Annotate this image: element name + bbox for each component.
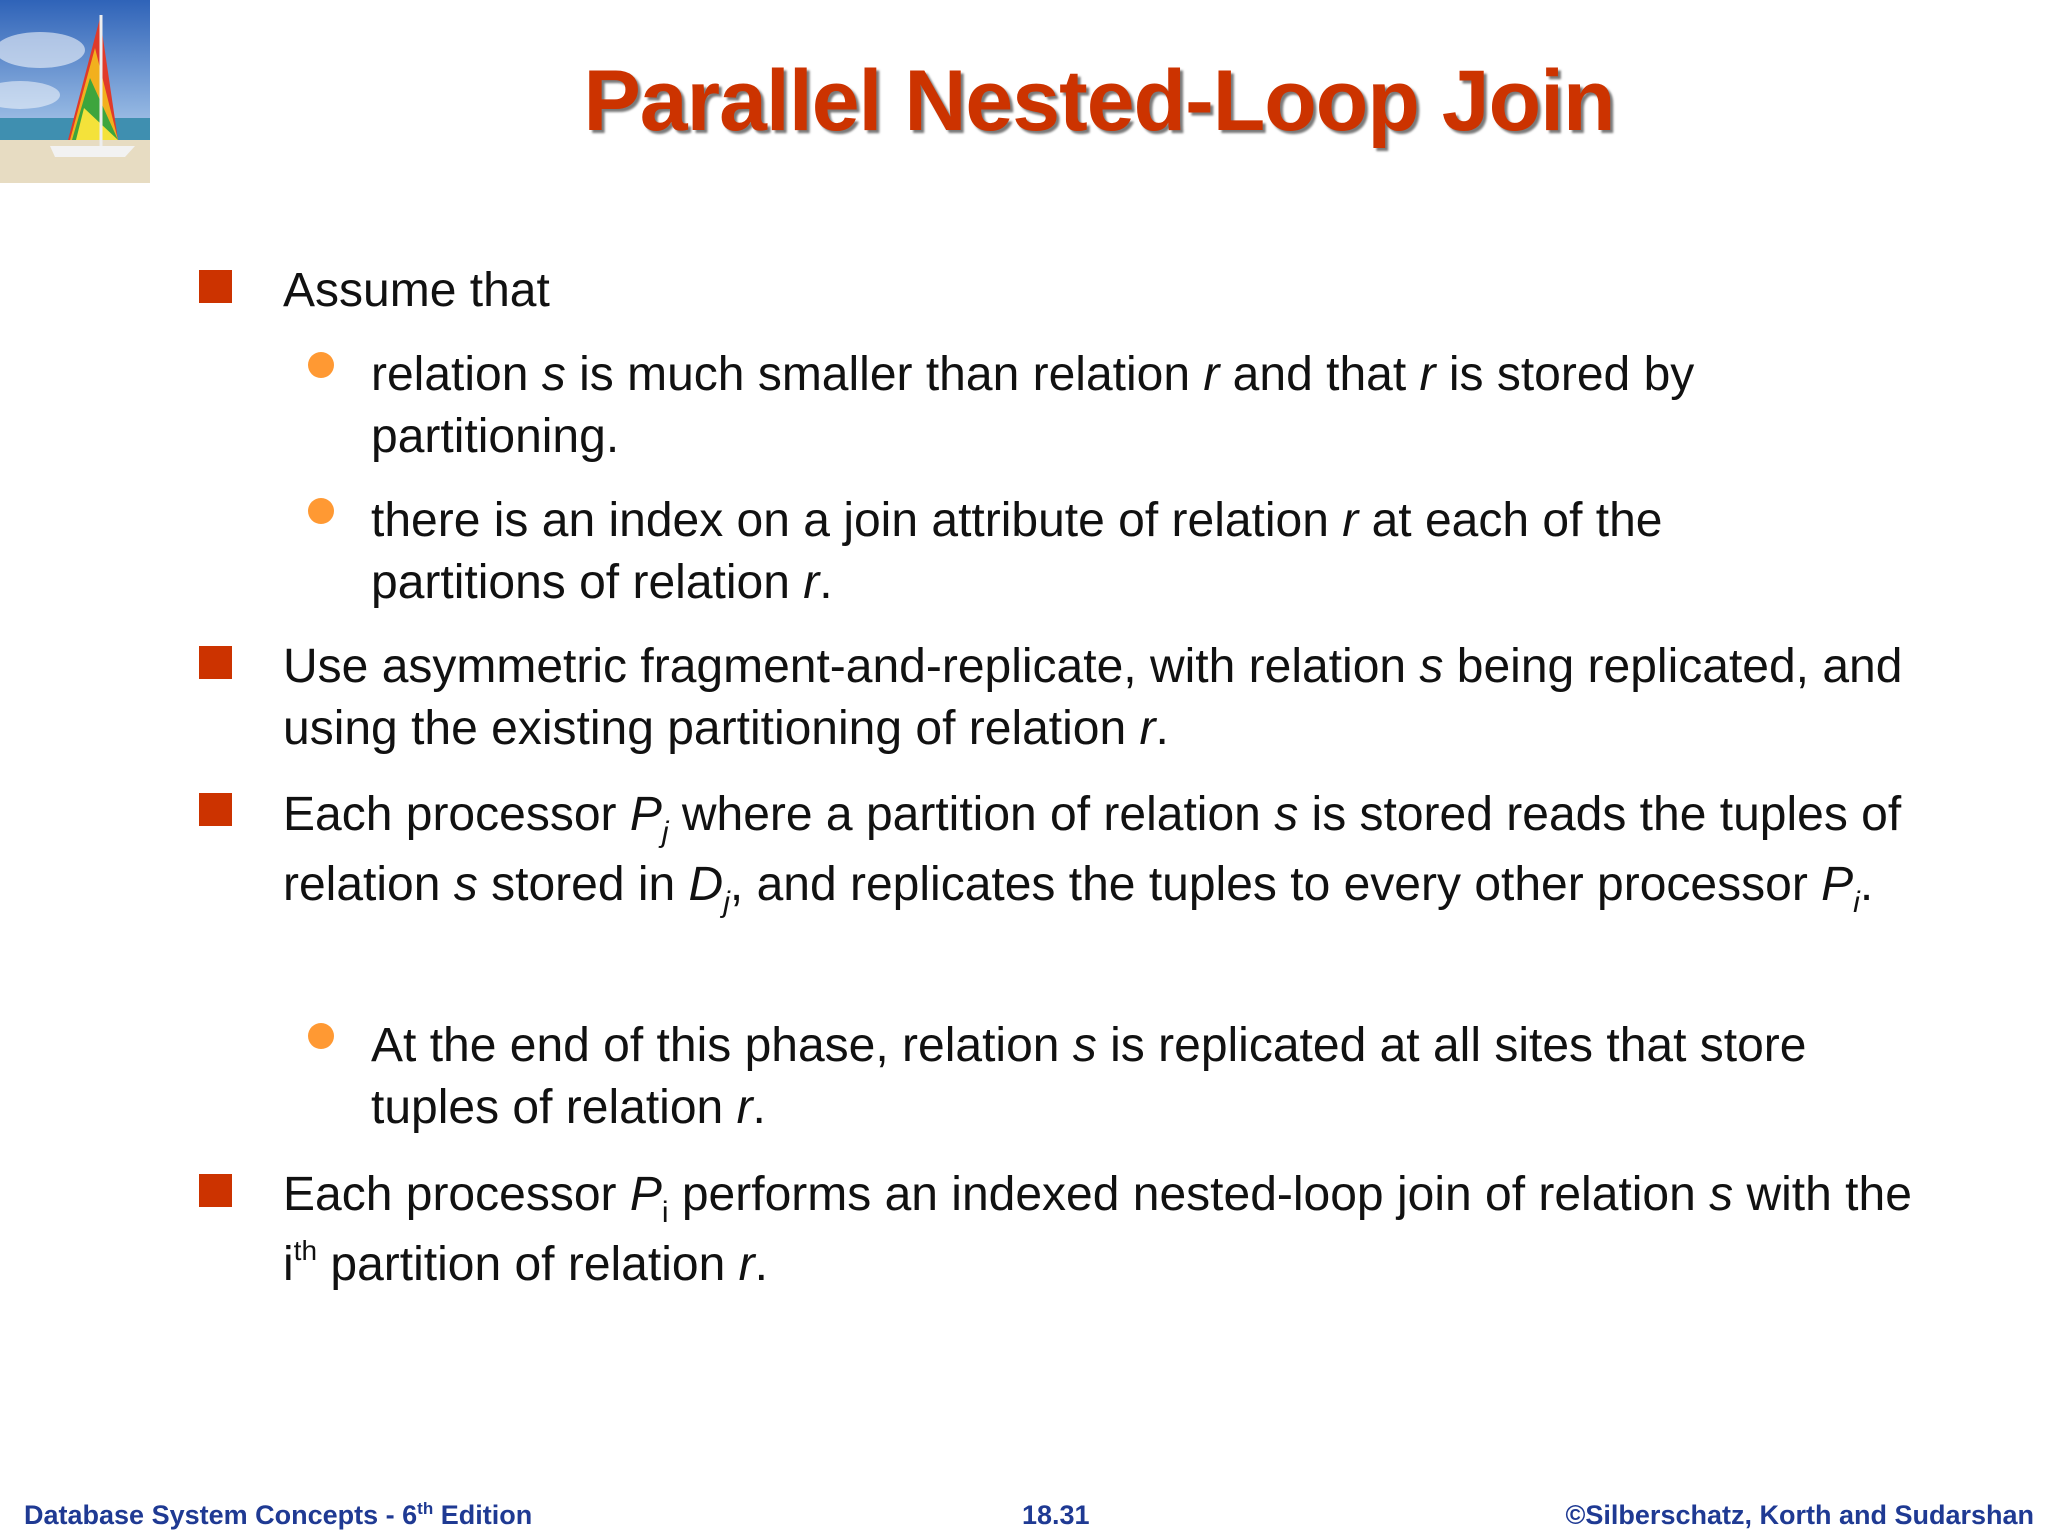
square-bullet-icon	[199, 270, 232, 303]
bullet-asymmetric-replicate: Use asymmetric fragment-and-replicate, with relation s being replicated, and using the existing partitioning of relation r.	[283, 640, 1903, 755]
bullet-assume-that	[283, 260, 1923, 322]
bullet-each-processor-pj: Each processor $P_j$ where a partition of relation s is stored reads the tuples of relation s stored in $D_j$, and replicates the tuples to every other processor $P_i$.	[283, 788, 1902, 919]
square-bullet-icon	[199, 793, 232, 826]
circle-bullet-icon	[308, 1023, 334, 1049]
circle-bullet-icon	[308, 498, 334, 524]
sub-bullet-index: there is an index on a join attribute of relation r at each of the partitions of relation r.	[371, 494, 1663, 609]
bullet-text: Assume that	[283, 264, 550, 317]
sub-bullet-smaller-relation: relation s is much smaller than relation r and that r is stored by partitioning.	[371, 348, 1695, 463]
square-bullet-icon	[199, 646, 232, 679]
footer-page-number: 18.31	[1022, 1500, 1090, 1530]
square-bullet-icon	[199, 1174, 232, 1207]
sub-bullet-end-of-phase: At the end of this phase, relation s is replicated at all sites that store tuples of relation r.	[371, 1019, 1807, 1134]
bullet-each-processor-pi: Each processor $P_i$ performs an indexed nested-loop join of relation s with the $i^{th}$ partition of relation r.	[283, 1168, 1912, 1291]
footer-copyright: ©Silberschatz, Korth and Sudarshan	[1565, 1500, 2034, 1530]
footer-book-title: Database System Concepts - 6th Edition	[24, 1499, 533, 1530]
circle-bullet-icon	[308, 352, 334, 378]
slide-title: Parallel Nested-Loop Join	[583, 53, 1615, 149]
